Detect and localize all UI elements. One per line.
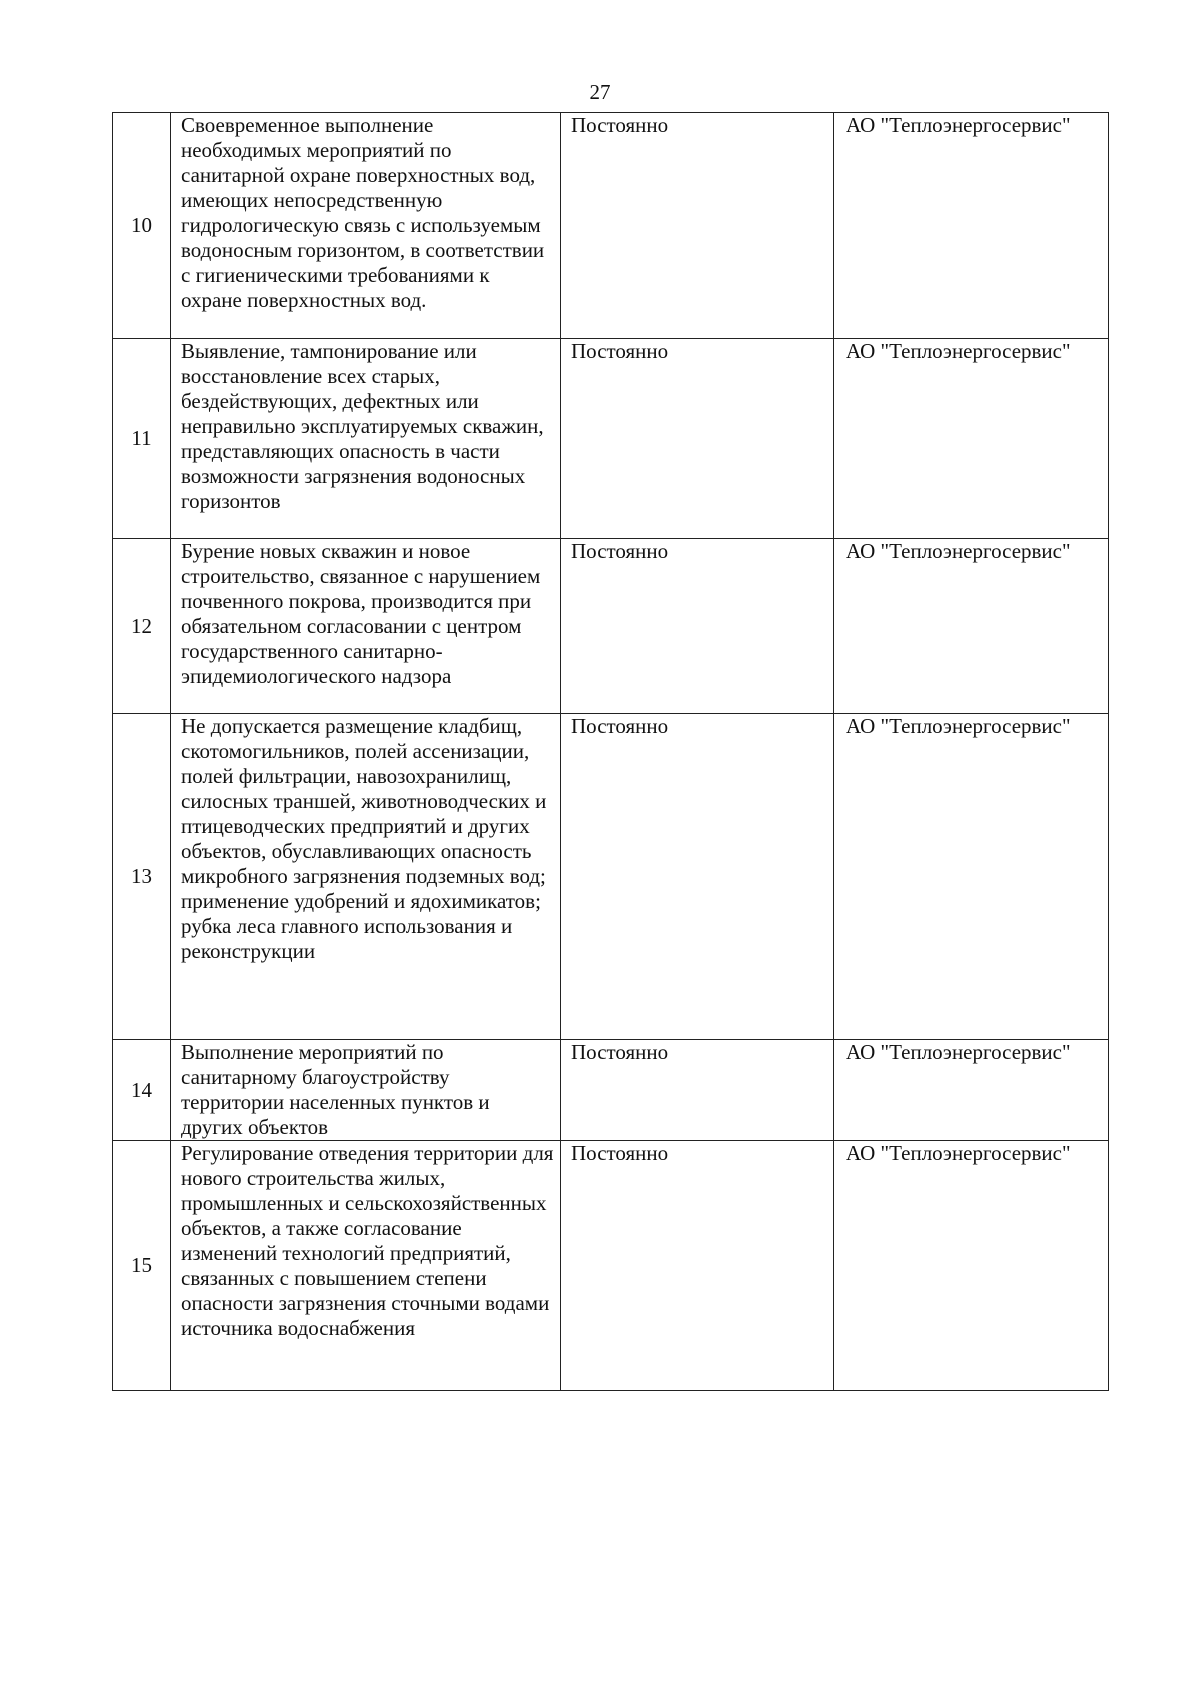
measure-description: Не допускается размещение кладбищ, скотомогильников, полей ассенизации, полей фильтрации, навозохранилищ, силосных траншей, животноводческих и птицеводческих предприятий и других объектов, обуславливающих опасность микробного загрязнения подземных вод; применение удобрений и ядохимикатов; рубка леса главного использования и реконструкции	[171, 714, 561, 1040]
table-row	[113, 714, 1109, 1040]
responsible-party: АО "Теплоэнергосервис"	[834, 714, 1109, 1040]
row-number: 10	[113, 113, 171, 339]
table-row	[113, 339, 1109, 539]
table-row	[113, 539, 1109, 714]
responsible-party: АО "Теплоэнергосервис"	[834, 539, 1109, 714]
measure-description: Выявление, тампонирование или восстановление всех старых, бездействующих, дефектных или неправильно эксплуатируемых скважин, представляющих опасность в части возможности загрязнения водоносных горизонтов	[171, 339, 561, 539]
table-row	[113, 1040, 1109, 1141]
measure-term: Постоянно	[561, 339, 834, 539]
table-row	[113, 1141, 1109, 1391]
row-number: 14	[113, 1040, 171, 1141]
row-number: 12	[113, 539, 171, 714]
measure-description: Бурение новых скважин и новое строительство, связанное с нарушением почвенного покрова, производится при обязательном согласовании с центром государственного санитарно-эпидемиологического надзора	[171, 539, 561, 714]
measure-term: Постоянно	[561, 1141, 834, 1391]
page-number: 27	[589, 80, 611, 104]
responsible-party: АО "Теплоэнергосервис"	[834, 339, 1109, 539]
row-number: 13	[113, 714, 171, 1040]
measure-description: Своевременное выполнение необходимых мероприятий по санитарной охране поверхностных вод, имеющих непосредственную гидрологическую связь с используемым водоносным горизонтом, в соответствии с гигиеническими требованиями к охране поверхностных вод.	[171, 113, 561, 339]
measure-term: Постоянно	[561, 1040, 834, 1141]
responsible-party: АО "Теплоэнергосервис"	[834, 1040, 1109, 1141]
responsible-party: АО "Теплоэнергосервис"	[834, 113, 1109, 339]
measure-term: Постоянно	[561, 113, 834, 339]
measure-description: Выполнение мероприятий по санитарному благоустройству территории населенных пунктов и других объектов	[171, 1040, 561, 1141]
measure-term: Постоянно	[561, 539, 834, 714]
measure-term: Постоянно	[561, 714, 834, 1040]
measure-description: Регулирование отведения территории для нового строительства жилых, промышленных и сельскохозяйственных объектов, а также согласование изменений технологий предприятий, связанных с повышением степени опасности загрязнения сточными водами источника водоснабжения	[171, 1141, 561, 1391]
responsible-party: АО "Теплоэнергосервис"	[834, 1141, 1109, 1391]
row-number: 11	[113, 339, 171, 539]
row-number: 15	[113, 1141, 171, 1391]
table-row	[113, 113, 1109, 339]
measures-table	[112, 112, 1109, 1391]
